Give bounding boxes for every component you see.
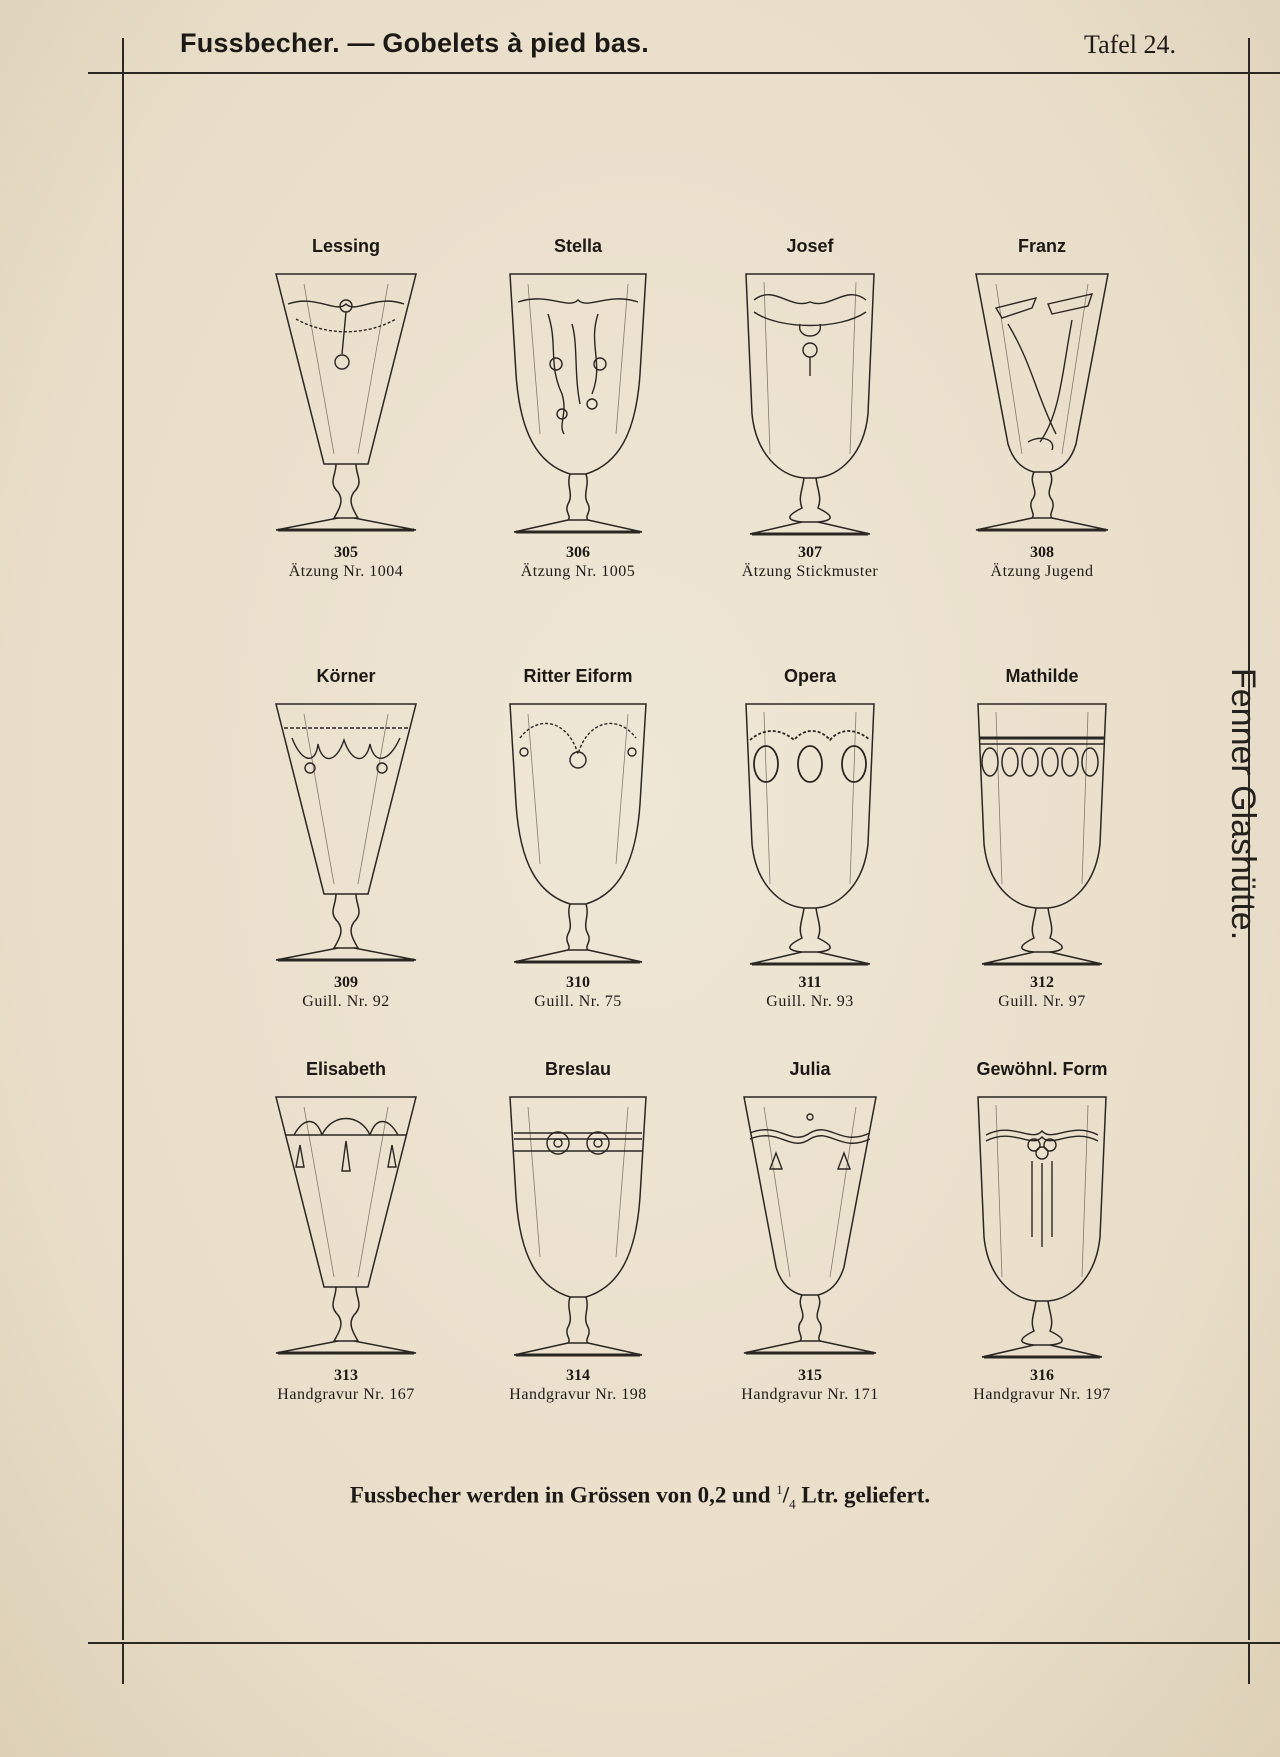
glass-decor: Ätzung Stickmuster	[741, 563, 879, 580]
glass-name: Breslau	[544, 1059, 612, 1079]
glass-number: 316	[1030, 1367, 1054, 1384]
glass-number: 313	[334, 1367, 358, 1384]
glass-illustration	[256, 1087, 436, 1363]
top-rule	[88, 72, 1280, 74]
glass-number: 315	[798, 1367, 822, 1384]
glass-name: Stella	[553, 236, 603, 256]
glass-decor: Ätzung Nr. 1004	[288, 563, 404, 580]
glass-illustration	[256, 694, 436, 970]
glass-number: 312	[1030, 974, 1054, 991]
top-left-tick	[122, 38, 124, 72]
size-note: Fussbecher werden in Grössen von 0,2 und $^1/_4$ Ltr. geliefert.	[349, 1482, 931, 1512]
glass-item-308	[952, 234, 1132, 582]
glass-decor: Guill. Nr. 75	[534, 993, 622, 1010]
glass-decor: Guill. Nr. 93	[766, 993, 854, 1010]
glass-item-309	[256, 664, 436, 1012]
glass-number: 310	[566, 974, 590, 991]
bottom-left-tick	[122, 1644, 124, 1684]
fraction-numerator: 1	[776, 1482, 783, 1497]
glass-number: 314	[566, 1367, 590, 1384]
glass-number: 306	[566, 544, 590, 561]
glass-number: 308	[1030, 544, 1054, 561]
glass-decor: Handgravur Nr. 197	[973, 1386, 1111, 1403]
bottom-rule	[88, 1642, 1280, 1644]
glass-name: Opera	[783, 666, 837, 686]
glass-illustration	[952, 264, 1132, 540]
glass-illustration	[720, 264, 900, 540]
plate-number: Tafel 24.	[1084, 30, 1177, 59]
size-note-prefix: Fussbecher werden in Grössen von 0,2 und	[349, 1482, 777, 1508]
glass-name: Ritter Eiform	[523, 666, 633, 686]
glass-illustration	[256, 264, 436, 540]
glass-item-314	[488, 1057, 668, 1405]
glass-illustration	[952, 1087, 1132, 1363]
glass-illustration	[488, 1087, 668, 1363]
glass-decor: Handgravur Nr. 198	[509, 1386, 647, 1403]
top-right-tick	[1248, 38, 1250, 72]
glass-item-312	[952, 664, 1132, 1012]
glass-item-315	[720, 1057, 900, 1405]
glass-illustration	[952, 694, 1132, 970]
glass-name: Franz	[1017, 236, 1066, 256]
bottom-right-tick	[1248, 1644, 1250, 1684]
glass-item-313	[256, 1057, 436, 1405]
glass-number: 307	[798, 544, 822, 561]
glass-decor: Ätzung Jugend	[990, 563, 1094, 580]
glass-number: 311	[798, 974, 822, 991]
glass-number: 309	[334, 974, 358, 991]
glass-illustration	[488, 694, 668, 970]
glass-item-305	[256, 234, 436, 582]
glass-name: Lessing	[311, 236, 381, 256]
side-imprint: Fenner Glashütte.	[1224, 668, 1262, 941]
glass-illustration	[720, 1087, 900, 1363]
glass-name: Körner	[316, 666, 376, 686]
glass-decor: Ätzung Nr. 1005	[520, 563, 636, 580]
glass-item-307	[720, 234, 900, 582]
glass-number: 305	[334, 544, 358, 561]
left-frame-line	[122, 72, 124, 1640]
glass-decor: Guill. Nr. 97	[998, 993, 1086, 1010]
glass-decor: Handgravur Nr. 167	[277, 1386, 415, 1403]
size-note-suffix: Ltr. geliefert.	[795, 1482, 931, 1508]
glass-name: Elisabeth	[305, 1059, 387, 1079]
glass-decor: Guill. Nr. 92	[302, 993, 390, 1010]
glass-item-316	[952, 1057, 1132, 1405]
glass-name: Gewöhnl. Form	[976, 1059, 1108, 1079]
glass-item-311	[720, 664, 900, 1012]
glass-name: Mathilde	[1005, 666, 1079, 686]
glass-item-310	[488, 664, 668, 1012]
glass-illustration	[488, 264, 668, 540]
fraction-denominator: 4	[789, 1496, 796, 1512]
glass-decor: Handgravur Nr. 171	[741, 1386, 879, 1403]
glass-illustration	[720, 694, 900, 970]
page-title: Fussbecher. — Gobelets à pied bas.	[180, 28, 649, 58]
glass-name: Julia	[789, 1059, 831, 1079]
glass-item-306	[488, 234, 668, 582]
glass-name: Josef	[786, 236, 834, 256]
